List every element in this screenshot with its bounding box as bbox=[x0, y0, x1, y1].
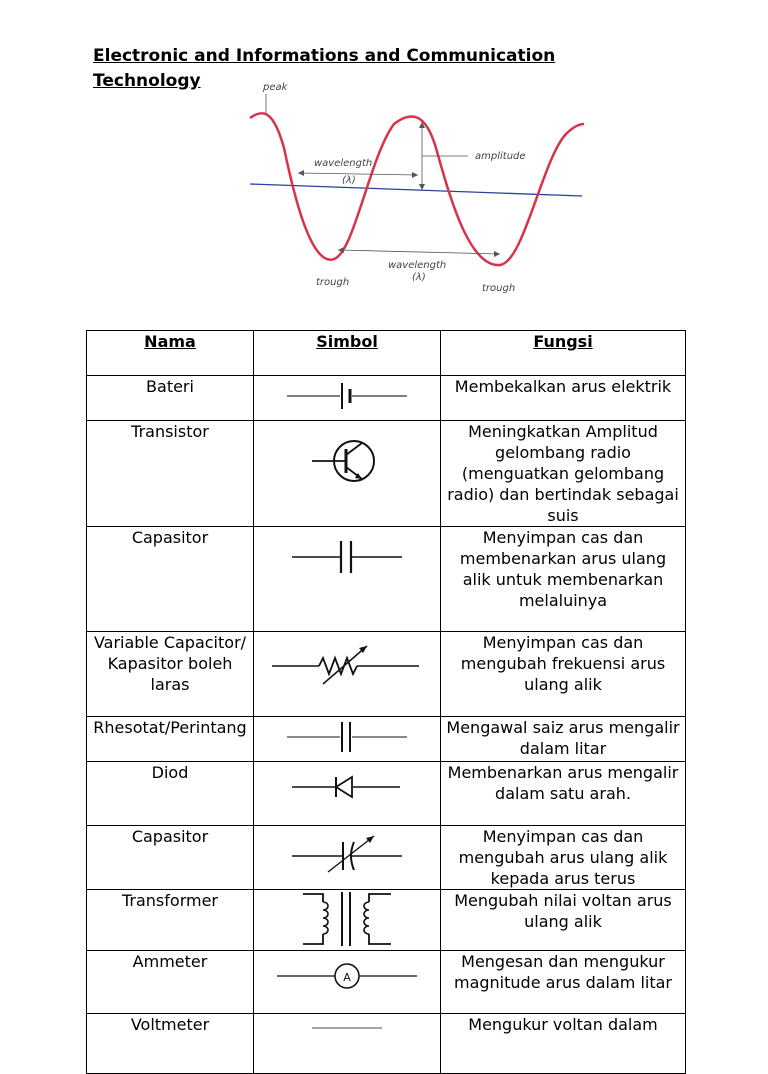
component-name: Transistor bbox=[87, 421, 254, 527]
wave-curve bbox=[250, 113, 584, 265]
lambda-top-label: (λ) bbox=[342, 175, 356, 186]
header-function: Fungsi bbox=[441, 331, 686, 376]
ammeter-letter: A bbox=[343, 971, 351, 984]
component-function: Menyimpan cas dan mengubah arus ulang alik kepada arus terus bbox=[441, 826, 686, 890]
component-function: Menyimpan cas dan mengubah frekuensi arus ulang alik bbox=[441, 632, 686, 717]
component-name: Variable Capacitor/ Kapasitor boleh laras bbox=[87, 632, 254, 717]
wave-diagram bbox=[246, 78, 591, 298]
variable-capacitor-symbol-icon bbox=[282, 826, 412, 882]
table-row bbox=[87, 951, 686, 1014]
component-name: Transformer bbox=[87, 890, 254, 951]
voltmeter-symbol-icon bbox=[272, 1014, 422, 1034]
wavelength-top-arrow bbox=[298, 173, 418, 175]
transistor-symbol-icon bbox=[282, 421, 412, 511]
diode-symbol-icon bbox=[282, 762, 412, 812]
wavelength-top-label: wavelength bbox=[314, 158, 373, 169]
component-function: Mengubah nilai voltan arus ulang alik bbox=[441, 890, 686, 951]
component-name: Rhesotat/Perintang bbox=[87, 717, 254, 762]
components-table bbox=[86, 330, 686, 1074]
table-row bbox=[87, 376, 686, 421]
trough-right-label: trough bbox=[482, 283, 516, 294]
table-header-row bbox=[87, 331, 686, 376]
transformer-symbol-icon bbox=[297, 890, 397, 948]
component-name: Ammeter bbox=[87, 951, 254, 1014]
wavelength-bottom-label: wavelength bbox=[388, 260, 447, 271]
table-row bbox=[87, 1014, 686, 1074]
table-row bbox=[87, 826, 686, 890]
component-name: Capasitor bbox=[87, 527, 254, 632]
wave-axis-line bbox=[250, 184, 582, 196]
component-function: Membenarkan arus mengalir dalam satu arah. bbox=[441, 762, 686, 826]
capacitor-symbol-icon bbox=[282, 527, 412, 587]
table-row bbox=[87, 421, 686, 527]
component-name: Voltmeter bbox=[87, 1014, 254, 1074]
component-function: Meningkatkan Amplitud gelombang radio (menguatkan gelombang radio) dan bertindak sebagai suis bbox=[441, 421, 686, 527]
component-name: Capasitor bbox=[87, 826, 254, 890]
component-function: Mengukur voltan dalam bbox=[441, 1014, 686, 1074]
battery-symbol-icon bbox=[282, 376, 412, 416]
variable-resistor-symbol-icon bbox=[267, 632, 427, 692]
amplitude-label: amplitude bbox=[475, 151, 526, 162]
component-function: Mengawal saiz arus mengalir dalam litar bbox=[441, 717, 686, 762]
table-row bbox=[87, 527, 686, 632]
component-name: Bateri bbox=[87, 376, 254, 421]
ammeter-symbol-icon bbox=[272, 951, 422, 1001]
component-function: Mengesan dan mengukur magnitude arus dalam litar bbox=[441, 951, 686, 1014]
table-row bbox=[87, 632, 686, 717]
table-row bbox=[87, 762, 686, 826]
trough-left-label: trough bbox=[316, 277, 350, 288]
peak-label: peak bbox=[263, 82, 288, 93]
document-title: Electronic and Informations and Communication Technology bbox=[93, 46, 556, 91]
capacitor-plates-symbol-icon bbox=[282, 717, 412, 757]
table-row bbox=[87, 890, 686, 951]
header-name: Nama bbox=[87, 331, 254, 376]
lambda-bottom-label: (λ) bbox=[412, 272, 426, 283]
component-function: Menyimpan cas dan membenarkan arus ulang alik untuk membenarkan melaluinya bbox=[441, 527, 686, 632]
component-function: Membekalkan arus elektrik bbox=[441, 376, 686, 421]
table-row bbox=[87, 717, 686, 762]
header-symbol: Simbol bbox=[254, 331, 441, 376]
component-name: Diod bbox=[87, 762, 254, 826]
